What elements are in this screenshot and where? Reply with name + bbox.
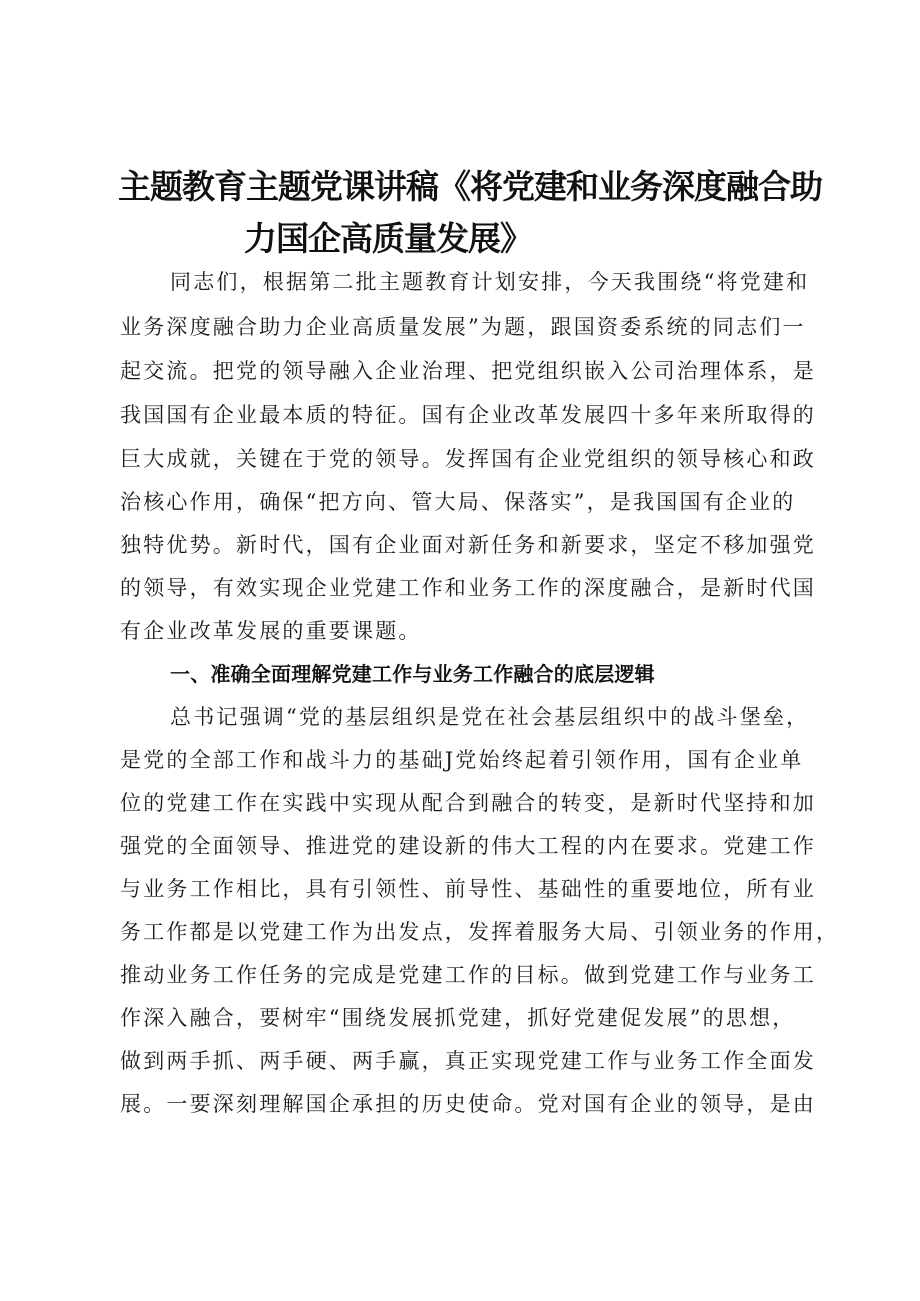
paragraph-2-line: 总书记强调“党的基层组织是党在社会基层组织中的战斗堡垒， bbox=[170, 705, 810, 729]
paragraph-2-line: 位的党建工作在实践中实现从配合到融合的转变，是新时代坚持和加 bbox=[120, 791, 816, 815]
document-title-line-1: 主题教育主题党课讲稿《将党建和业务深度融合助 bbox=[118, 167, 822, 206]
paragraph-2-line: 与业务工作相比，具有引领性、前导性、基础性的重要地位，所有业 bbox=[120, 877, 816, 901]
paragraph-1-line: 的领导，有效实现企业党建工作和业务工作的深度融合，是新时代国 bbox=[120, 576, 816, 600]
paragraph-2-line: 展。一要深刻理解国企承担的历史使命。党对国有企业的领导，是由 bbox=[120, 1092, 816, 1116]
paragraph-1-line: 业务深度融合助力企业高质量发展”为题，跟国资委系统的同志们一 bbox=[120, 315, 806, 339]
paragraph-2-line: 强党的全面领导、推进党的建设新的伟大工程的内在要求。党建工作 bbox=[120, 834, 816, 858]
paragraph-2-line: 务工作都是以党建工作为出发点，发挥着服务大局、引领业务的作用， bbox=[120, 920, 840, 944]
paragraph-1-line: 起交流。把党的领导融入企业治理、把党组织嵌入公司治理体系，是 bbox=[120, 359, 816, 383]
paragraph-1-line: 我国国有企业最本质的特征。国有企业改革发展四十多年来所取得的 bbox=[120, 403, 816, 427]
paragraph-2-line: 作深入融合，要树牢“围绕发展抓党建，抓好党建促发展”的思想， bbox=[120, 1006, 796, 1030]
paragraph-1-line: 治核心作用，确保“把方向、管大局、保落实”，是我国国有企业的 bbox=[120, 490, 796, 514]
document-title-line-2: 力国企高质量发展》 bbox=[244, 219, 532, 258]
section-1-heading: 一、准确全面理解党建工作与业务工作融合的底层逻辑 bbox=[170, 662, 655, 686]
paragraph-1-line: 同志们，根据第二批主题教育计划安排，今天我围绕“将党建和 bbox=[170, 270, 810, 294]
paragraph-1-line: 巨大成就，关键在于党的领导。发挥国有企业党组织的领导核心和政 bbox=[120, 447, 816, 471]
paragraph-2-line: 推动业务工作任务的完成是党建工作的目标。做到党建工作与业务工 bbox=[120, 963, 816, 987]
paragraph-1-line: 有企业改革发展的重要课题。 bbox=[120, 619, 422, 643]
paragraph-1-line: 独特优势。新时代，国有企业面对新任务和新要求，坚定不移加强党 bbox=[120, 533, 816, 557]
paragraph-2-line: 是党的全部工作和战斗力的基础J党始终起着引领作用，国有企业单 bbox=[120, 748, 804, 772]
paragraph-2-line: 做到两手抓、两手硬、两手赢，真正实现党建工作与业务工作全面发 bbox=[120, 1049, 816, 1073]
